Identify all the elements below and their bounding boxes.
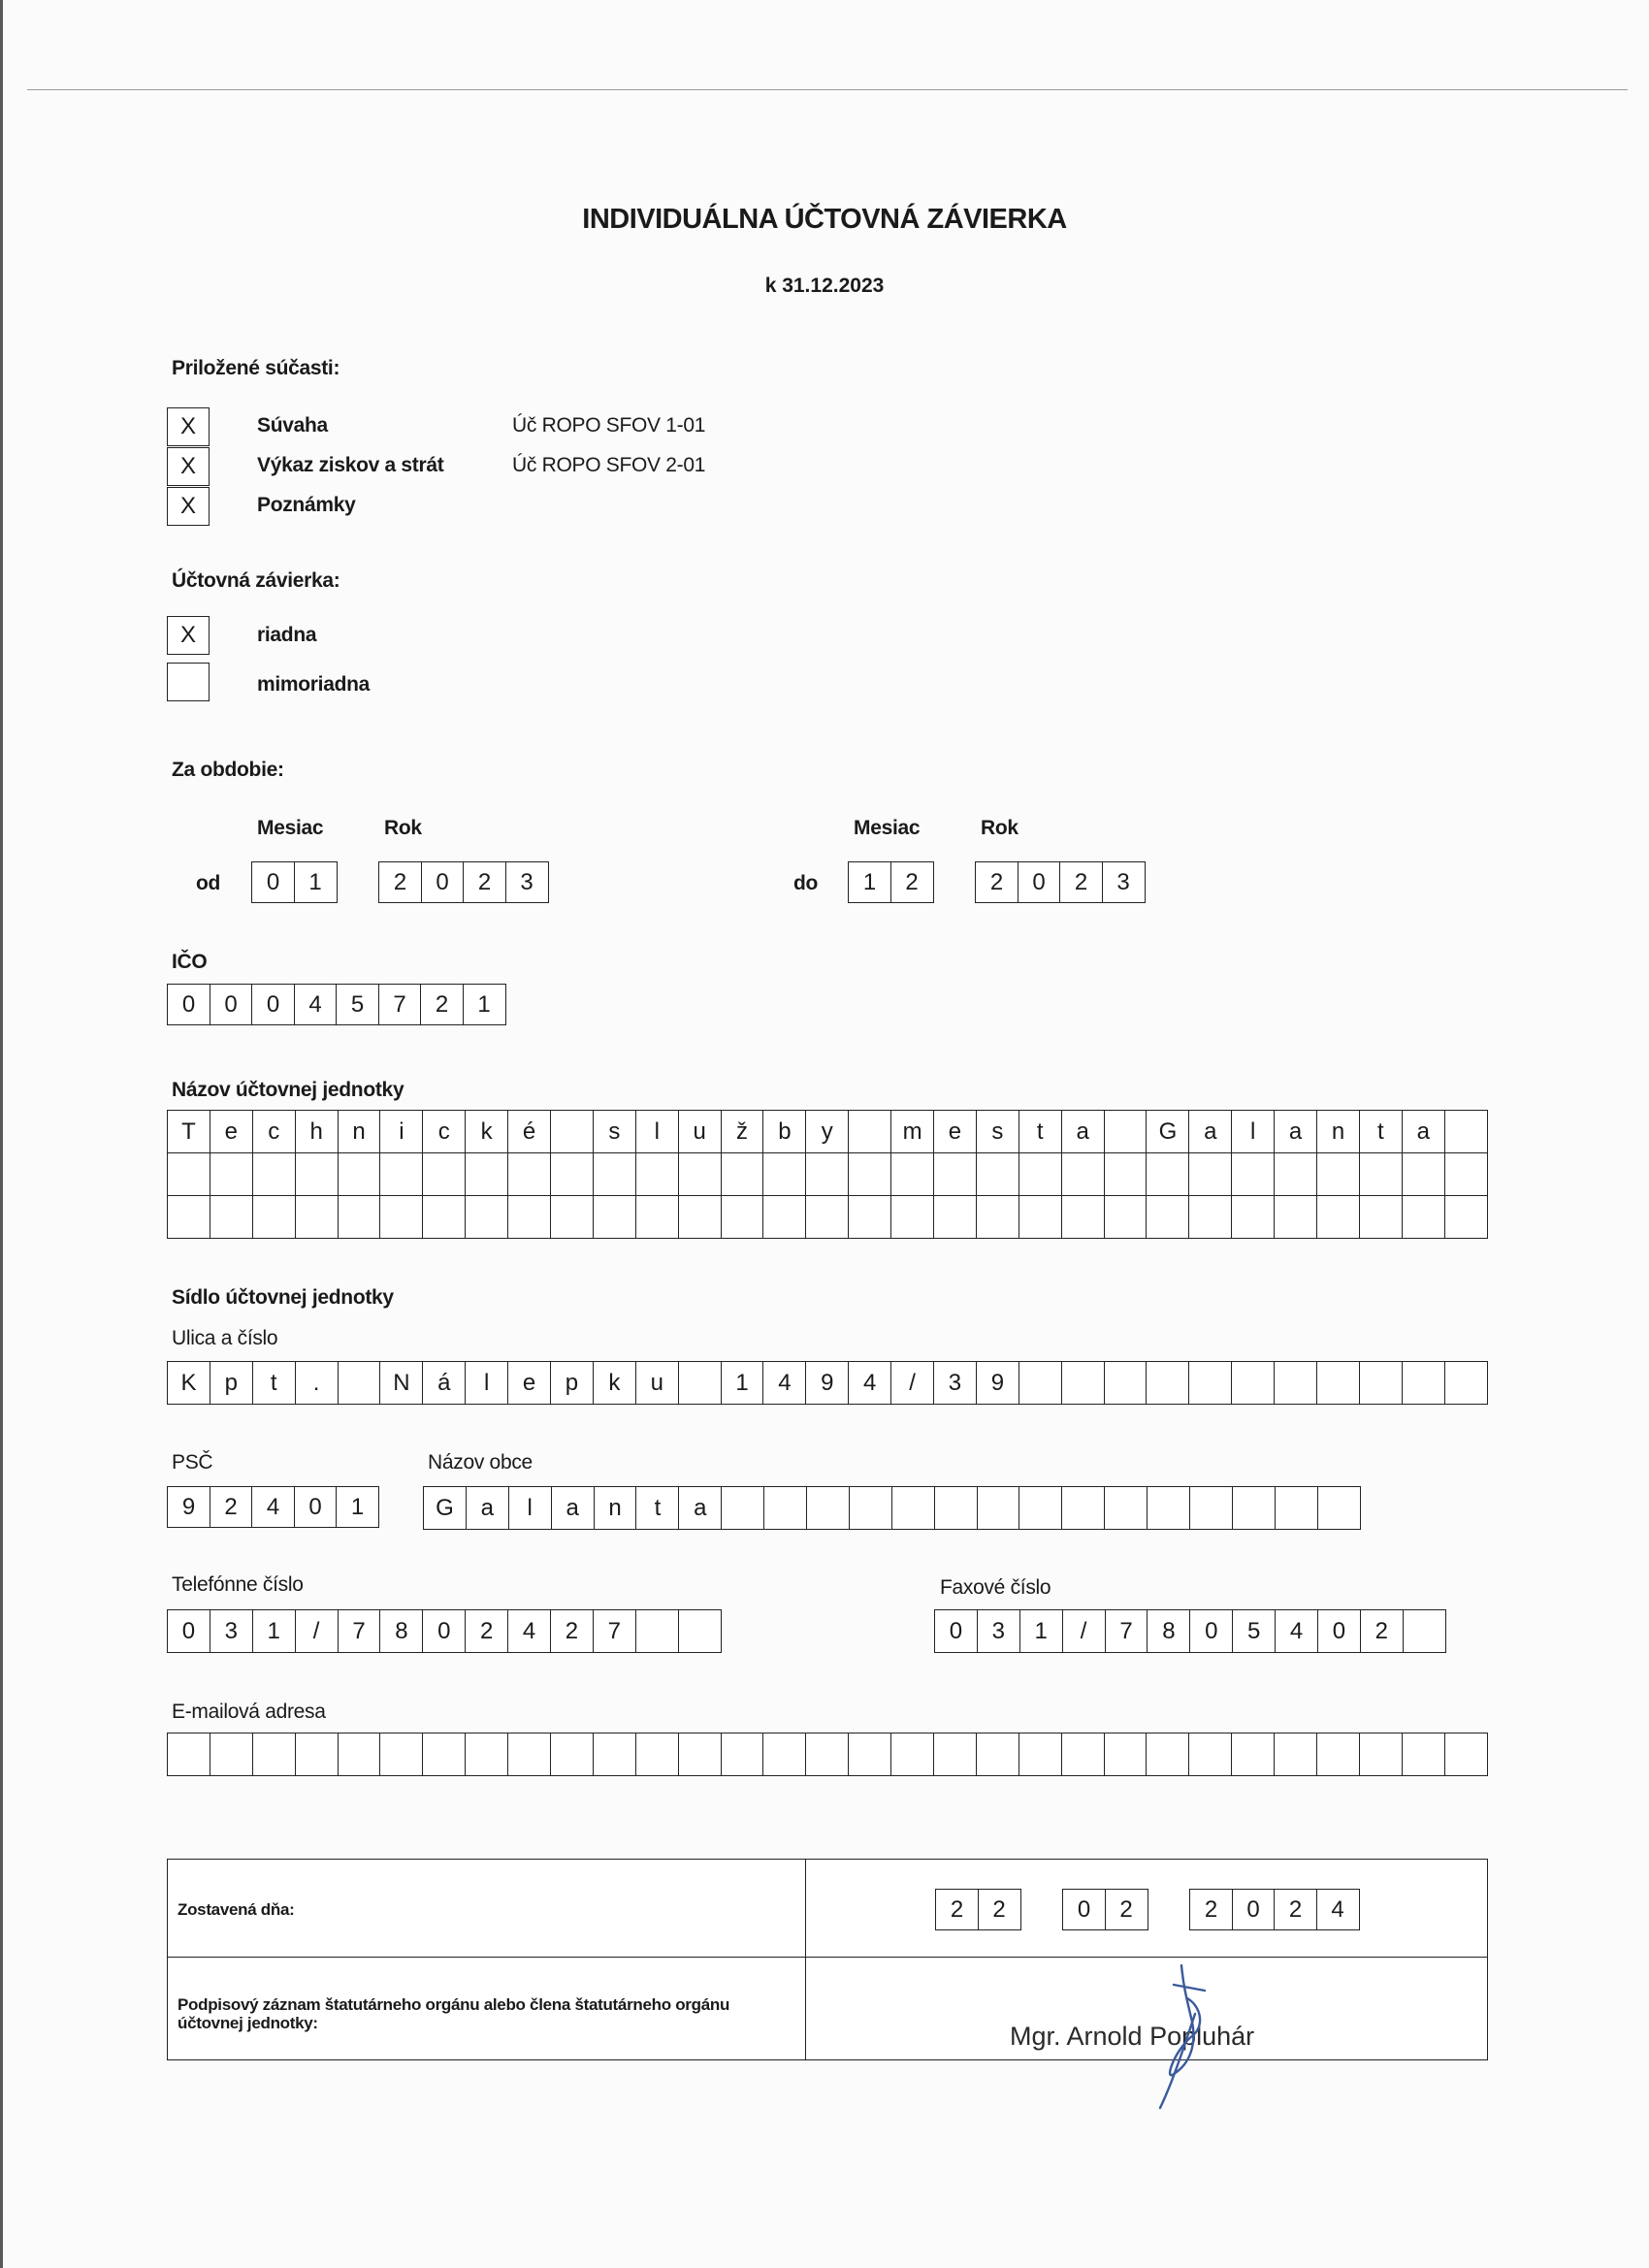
char-cell	[722, 1196, 764, 1239]
closing-label-mimoriadna: mimoriadna	[257, 673, 371, 696]
char-cell	[1275, 1733, 1317, 1776]
char-cell	[679, 1153, 722, 1196]
char-cell: p	[210, 1362, 253, 1405]
char-cell: a	[467, 1487, 509, 1530]
char-cell	[1445, 1153, 1488, 1196]
char-cell: 3	[978, 1610, 1020, 1653]
char-cell	[1360, 1153, 1403, 1196]
char-cell	[1403, 1362, 1445, 1405]
char-cell	[1360, 1362, 1403, 1405]
char-cell	[978, 1487, 1020, 1530]
digit-cell: 4	[1316, 1889, 1360, 1930]
char-cell: k	[594, 1362, 636, 1405]
digit-cell: 7	[378, 984, 422, 1025]
char-cell	[1233, 1487, 1276, 1530]
char-cell: 7	[339, 1610, 381, 1653]
char-cell	[1148, 1487, 1190, 1530]
digit-cell: 0	[1232, 1889, 1276, 1930]
digit-cell: 9	[167, 1486, 210, 1528]
digit-cell: 2	[210, 1486, 253, 1528]
phone-label: Telefónne číslo	[172, 1573, 304, 1596]
char-cell	[977, 1153, 1019, 1196]
char-cell: t	[1019, 1111, 1062, 1153]
char-cell	[594, 1196, 636, 1239]
char-cell	[849, 1733, 891, 1776]
digit-cell: 2	[1059, 861, 1103, 903]
char-cell	[977, 1196, 1019, 1239]
char-cell	[763, 1153, 806, 1196]
char-cell: 7	[1106, 1610, 1148, 1653]
char-cell: p	[551, 1362, 594, 1405]
char-cell	[1360, 1196, 1403, 1239]
char-cell	[380, 1196, 423, 1239]
char-cell: T	[168, 1111, 210, 1153]
char-cell: 4	[763, 1362, 806, 1405]
char-cell: a	[679, 1487, 722, 1530]
char-cell	[722, 1733, 764, 1776]
char-cell: s	[594, 1111, 636, 1153]
char-cell	[296, 1733, 339, 1776]
char-cell	[1189, 1196, 1232, 1239]
period-heading: Za obdobie:	[172, 759, 284, 781]
compiled-year-field[interactable]	[1189, 1889, 1360, 1930]
char-cell	[1019, 1196, 1062, 1239]
city-label: Názov obce	[428, 1451, 533, 1474]
char-cell	[850, 1487, 892, 1530]
digit-cell: 4	[251, 1486, 295, 1528]
compiled-month-field[interactable]	[1062, 1889, 1148, 1930]
char-cell	[296, 1196, 339, 1239]
char-cell	[806, 1196, 849, 1239]
char-cell	[934, 1153, 977, 1196]
char-cell	[339, 1153, 381, 1196]
to-year-label: Rok	[981, 817, 1018, 839]
signature-icon	[1145, 1958, 1232, 2113]
char-cell: 1	[1020, 1610, 1063, 1653]
digit-cell: 0	[294, 1486, 338, 1528]
char-cell	[1105, 1111, 1148, 1153]
digit-cell: 1	[294, 861, 338, 903]
char-cell	[849, 1111, 891, 1153]
digit-cell: 0	[421, 861, 465, 903]
char-cell	[466, 1153, 508, 1196]
char-cell	[722, 1153, 764, 1196]
char-cell	[849, 1196, 891, 1239]
char-cell	[1105, 1196, 1148, 1239]
char-cell: ž	[722, 1111, 764, 1153]
from-year-field[interactable]	[378, 861, 549, 903]
char-cell: n	[339, 1111, 381, 1153]
char-cell	[1019, 1487, 1062, 1530]
char-cell: l	[1232, 1111, 1275, 1153]
address-heading: Sídlo účtovnej jednotky	[172, 1286, 394, 1309]
char-cell	[1232, 1362, 1275, 1405]
char-cell	[934, 1196, 977, 1239]
char-cell	[935, 1487, 978, 1530]
char-cell	[763, 1733, 806, 1776]
checkbox-mimoriadna[interactable]	[167, 663, 210, 701]
char-cell	[1062, 1487, 1105, 1530]
digit-cell: 0	[167, 984, 210, 1025]
char-cell: 0	[935, 1610, 978, 1653]
char-cell	[1275, 1196, 1317, 1239]
to-year-field[interactable]	[975, 861, 1146, 903]
char-cell: .	[296, 1362, 339, 1405]
psc-field[interactable]	[167, 1486, 379, 1528]
char-cell	[1105, 1487, 1148, 1530]
char-cell: n	[1317, 1111, 1360, 1153]
char-cell: s	[977, 1111, 1019, 1153]
char-cell	[722, 1487, 764, 1530]
char-cell	[1189, 1362, 1232, 1405]
checkbox-riadna[interactable]: X	[167, 616, 210, 655]
char-cell	[339, 1733, 381, 1776]
char-cell	[977, 1733, 1019, 1776]
char-cell	[1019, 1153, 1062, 1196]
char-cell	[679, 1610, 722, 1653]
char-cell	[1445, 1111, 1488, 1153]
char-cell	[1317, 1153, 1360, 1196]
checkbox-poznamky[interactable]: X	[167, 487, 210, 526]
char-cell: k	[466, 1111, 508, 1153]
char-cell: 3	[210, 1610, 253, 1653]
compiled-label: Zostavená dňa:	[178, 1900, 295, 1919]
digit-cell: 3	[1102, 861, 1146, 903]
digit-cell: 5	[336, 984, 379, 1025]
char-cell	[1445, 1733, 1488, 1776]
char-cell	[1275, 1153, 1317, 1196]
email-label: E-mailová adresa	[172, 1701, 326, 1723]
to-label: do	[793, 872, 819, 894]
char-cell	[508, 1196, 551, 1239]
char-cell: e	[508, 1362, 551, 1405]
char-cell	[1062, 1153, 1105, 1196]
char-cell	[551, 1111, 594, 1153]
char-cell	[339, 1362, 381, 1405]
char-cell: á	[423, 1362, 466, 1405]
digit-cell: 0	[251, 984, 295, 1025]
attachment-code-suvaha: Úč ROPO SFOV 1-01	[512, 414, 706, 437]
char-cell	[508, 1733, 551, 1776]
char-cell	[807, 1487, 850, 1530]
char-cell	[1403, 1196, 1445, 1239]
attachment-label-suvaha: Súvaha	[257, 414, 328, 437]
char-cell	[636, 1733, 679, 1776]
char-cell: N	[380, 1362, 423, 1405]
digit-cell: 1	[463, 984, 506, 1025]
checkbox-suvaha[interactable]: X	[167, 407, 210, 446]
ico-field[interactable]	[167, 984, 506, 1025]
char-cell: t	[636, 1487, 679, 1530]
street-label: Ulica a číslo	[172, 1327, 278, 1349]
char-cell	[1232, 1196, 1275, 1239]
char-cell: 4	[1276, 1610, 1318, 1653]
char-cell	[1019, 1733, 1062, 1776]
char-cell	[1147, 1733, 1189, 1776]
digit-cell: 1	[336, 1486, 379, 1528]
from-month-label: Mesiac	[257, 817, 324, 839]
closing-heading: Účtovná závierka:	[172, 569, 340, 592]
digit-cell: 2	[978, 1889, 1021, 1930]
digit-cell: 0	[251, 861, 295, 903]
char-cell: y	[806, 1111, 849, 1153]
char-cell	[891, 1196, 934, 1239]
char-cell: e	[934, 1111, 977, 1153]
char-cell	[849, 1153, 891, 1196]
char-cell: c	[253, 1111, 296, 1153]
char-cell	[679, 1733, 722, 1776]
char-cell	[806, 1733, 849, 1776]
char-cell: 8	[380, 1610, 423, 1653]
digit-cell: 4	[294, 984, 338, 1025]
digit-cell: 2	[1189, 1889, 1233, 1930]
char-cell	[210, 1733, 253, 1776]
char-cell	[168, 1733, 210, 1776]
char-cell	[806, 1153, 849, 1196]
char-cell	[1445, 1196, 1488, 1239]
char-cell	[1318, 1487, 1361, 1530]
from-label: od	[196, 872, 221, 894]
digit-cell: 2	[420, 984, 464, 1025]
char-cell: 1	[253, 1610, 296, 1653]
attachment-label-poznamky: Poznámky	[257, 494, 356, 516]
char-cell	[1105, 1153, 1148, 1196]
char-cell	[1189, 1733, 1232, 1776]
digit-cell: 0	[1062, 1889, 1106, 1930]
char-cell	[380, 1733, 423, 1776]
char-cell: 7	[594, 1610, 636, 1653]
char-cell	[508, 1153, 551, 1196]
char-cell	[1147, 1196, 1189, 1239]
char-cell	[1019, 1362, 1062, 1405]
char-cell: h	[296, 1111, 339, 1153]
char-cell: l	[466, 1362, 508, 1405]
signature-label: Podpisový záznam štatutárneho orgánu alebo člena štatutárneho orgánu účtovnej jednotky:	[178, 1995, 730, 2032]
compiled-day-field[interactable]	[935, 1889, 1021, 1930]
char-cell	[636, 1153, 679, 1196]
char-cell	[1062, 1196, 1105, 1239]
char-cell	[253, 1196, 296, 1239]
char-cell	[1445, 1362, 1488, 1405]
digit-cell: 3	[505, 861, 549, 903]
char-cell: 5	[1233, 1610, 1276, 1653]
char-cell: m	[891, 1111, 934, 1153]
char-cell: a	[552, 1487, 595, 1530]
char-cell	[934, 1733, 977, 1776]
char-cell: 2	[1361, 1610, 1404, 1653]
char-cell	[253, 1733, 296, 1776]
char-cell: K	[168, 1362, 210, 1405]
from-year-label: Rok	[384, 817, 422, 839]
char-cell	[1360, 1733, 1403, 1776]
char-cell	[168, 1196, 210, 1239]
char-cell: 4	[508, 1610, 551, 1653]
char-cell	[1105, 1733, 1148, 1776]
char-cell: u	[636, 1362, 679, 1405]
char-cell	[339, 1196, 381, 1239]
digit-cell: 2	[890, 861, 934, 903]
digit-cell: 2	[463, 861, 506, 903]
char-cell: 2	[466, 1610, 508, 1653]
char-cell: G	[1147, 1111, 1189, 1153]
char-cell: a	[1062, 1111, 1105, 1153]
char-cell	[423, 1196, 466, 1239]
char-cell: 0	[423, 1610, 466, 1653]
digit-cell: 0	[1018, 861, 1061, 903]
char-cell	[210, 1196, 253, 1239]
char-cell	[1317, 1733, 1360, 1776]
fax-field[interactable]	[934, 1609, 1446, 1653]
entity-name-field[interactable]	[167, 1110, 1488, 1239]
char-cell	[1403, 1733, 1445, 1776]
char-cell	[1147, 1153, 1189, 1196]
email-field[interactable]	[167, 1733, 1488, 1776]
char-cell: a	[1189, 1111, 1232, 1153]
entity-name-label: Názov účtovnej jednotky	[172, 1079, 404, 1101]
char-cell: /	[891, 1362, 934, 1405]
char-cell	[423, 1733, 466, 1776]
char-cell: l	[509, 1487, 552, 1530]
char-cell	[763, 1196, 806, 1239]
char-cell	[1232, 1733, 1275, 1776]
report-date: k 31.12.2023	[764, 275, 885, 297]
char-cell	[296, 1153, 339, 1196]
char-cell	[594, 1153, 636, 1196]
char-cell	[423, 1153, 466, 1196]
char-cell: 9	[806, 1362, 849, 1405]
char-cell	[679, 1196, 722, 1239]
char-cell	[1404, 1610, 1446, 1653]
char-cell	[1276, 1487, 1318, 1530]
digit-cell: 2	[378, 861, 422, 903]
char-cell: /	[296, 1610, 339, 1653]
char-cell	[636, 1196, 679, 1239]
city-field[interactable]	[423, 1486, 1361, 1530]
fax-label: Faxové číslo	[940, 1576, 1051, 1599]
char-cell	[1275, 1362, 1317, 1405]
char-cell	[551, 1733, 594, 1776]
char-cell: u	[679, 1111, 722, 1153]
char-cell: t	[253, 1362, 296, 1405]
digit-cell: 2	[1274, 1889, 1317, 1930]
phone-field[interactable]	[167, 1609, 722, 1653]
char-cell	[1190, 1487, 1233, 1530]
char-cell	[466, 1196, 508, 1239]
char-cell	[380, 1153, 423, 1196]
char-cell: a	[1403, 1111, 1445, 1153]
char-cell: 4	[849, 1362, 891, 1405]
char-cell	[1105, 1362, 1148, 1405]
char-cell	[466, 1733, 508, 1776]
char-cell	[891, 1733, 934, 1776]
char-cell	[1232, 1153, 1275, 1196]
char-cell	[1147, 1362, 1189, 1405]
char-cell: 0	[1318, 1610, 1361, 1653]
attachment-code-vykaz: Úč ROPO SFOV 2-01	[512, 454, 706, 476]
attachments-heading: Priložené súčasti:	[172, 357, 340, 379]
from-month-field[interactable]	[251, 861, 338, 903]
street-field[interactable]	[167, 1361, 1488, 1405]
char-cell: 0	[1190, 1610, 1233, 1653]
char-cell	[892, 1487, 935, 1530]
char-cell	[1062, 1733, 1105, 1776]
char-cell: é	[508, 1111, 551, 1153]
char-cell	[594, 1733, 636, 1776]
attachment-label-vykaz: Výkaz ziskov a strát	[257, 454, 444, 476]
digit-cell: 2	[935, 1889, 979, 1930]
char-cell: n	[595, 1487, 637, 1530]
char-cell	[210, 1153, 253, 1196]
psc-label: PSČ	[172, 1451, 213, 1474]
char-cell	[253, 1153, 296, 1196]
char-cell: 3	[934, 1362, 977, 1405]
char-cell: 8	[1148, 1610, 1190, 1653]
char-cell: a	[1275, 1111, 1317, 1153]
page-edge	[0, 0, 3, 2268]
char-cell	[551, 1153, 594, 1196]
char-cell	[764, 1487, 807, 1530]
signatory-name: Mgr. Arnold Popluhár	[1010, 2022, 1255, 2051]
char-cell: 1	[722, 1362, 764, 1405]
char-cell	[1317, 1196, 1360, 1239]
char-cell	[891, 1153, 934, 1196]
char-cell: G	[424, 1487, 467, 1530]
char-cell: 0	[168, 1610, 210, 1653]
page-title: INDIVIDUÁLNA ÚČTOVNÁ ZÁVIERKA	[582, 204, 1067, 235]
char-cell: b	[763, 1111, 806, 1153]
char-cell	[1317, 1362, 1360, 1405]
digit-cell: 0	[210, 984, 253, 1025]
char-cell	[679, 1362, 722, 1405]
char-cell	[1189, 1153, 1232, 1196]
signature-section	[167, 1859, 1488, 2060]
char-cell: c	[423, 1111, 466, 1153]
char-cell: /	[1063, 1610, 1106, 1653]
digit-cell: 2	[975, 861, 1018, 903]
char-cell	[636, 1610, 679, 1653]
char-cell	[1062, 1362, 1105, 1405]
closing-label-riadna: riadna	[257, 624, 317, 646]
checkbox-vykaz[interactable]: X	[167, 447, 210, 486]
char-cell: 2	[551, 1610, 594, 1653]
to-month-field[interactable]	[848, 861, 934, 903]
to-month-label: Mesiac	[854, 817, 921, 839]
footer-divider-horizontal	[168, 1957, 1487, 1958]
digit-cell: 2	[1105, 1889, 1148, 1930]
char-cell	[168, 1153, 210, 1196]
digit-cell: 1	[848, 861, 891, 903]
char-cell	[1403, 1153, 1445, 1196]
footer-divider-vertical	[805, 1860, 806, 2059]
char-cell: l	[636, 1111, 679, 1153]
char-cell: t	[1360, 1111, 1403, 1153]
char-cell: e	[210, 1111, 253, 1153]
ico-label: IČO	[172, 951, 208, 973]
char-cell: i	[380, 1111, 423, 1153]
char-cell	[551, 1196, 594, 1239]
char-cell: 9	[977, 1362, 1019, 1405]
top-divider	[27, 89, 1628, 90]
